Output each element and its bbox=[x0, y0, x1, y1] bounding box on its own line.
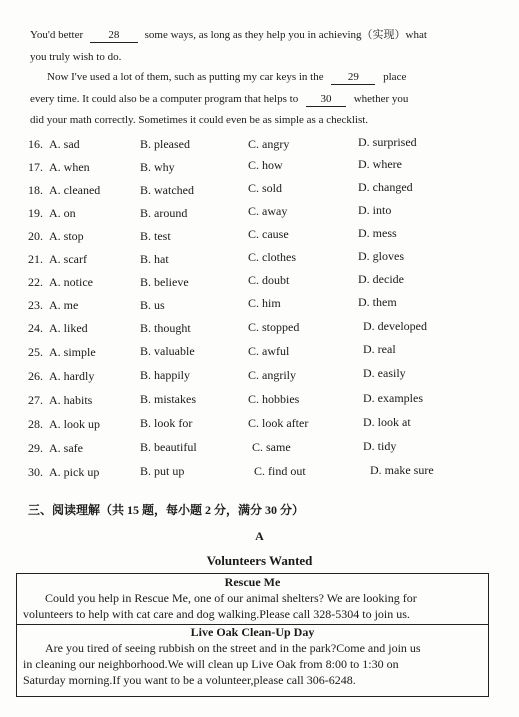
option-d: D. gloves bbox=[358, 249, 404, 263]
option-d: D. real bbox=[363, 342, 396, 356]
option-d: D. changed bbox=[358, 180, 413, 194]
option-a: A. scarf bbox=[49, 252, 87, 266]
notice-body-line: Are you tired of seeing rubbish on the street and in the park?Come and join us bbox=[45, 641, 421, 655]
passage-text: You'd better bbox=[30, 29, 84, 41]
option-d: D. mess bbox=[358, 226, 397, 240]
question-number: 24. bbox=[28, 321, 43, 335]
option-c: C. awful bbox=[248, 344, 290, 358]
option-d: D. decide bbox=[358, 272, 404, 286]
option-a: A. liked bbox=[49, 321, 88, 335]
passage-text: some ways, as long as they help you in achieving（实现）what bbox=[144, 29, 427, 41]
question-number: 16. bbox=[28, 137, 43, 151]
question-number: 30. bbox=[28, 465, 43, 479]
option-c: C. find out bbox=[254, 464, 306, 478]
passage-text: whether you bbox=[353, 93, 409, 105]
question-number: 20. bbox=[28, 229, 43, 243]
option-c: C. how bbox=[248, 158, 283, 172]
option-b: B. believe bbox=[140, 275, 189, 289]
option-c: C. away bbox=[248, 204, 288, 218]
option-b: B. look for bbox=[140, 416, 193, 430]
option-c: C. angry bbox=[248, 137, 290, 151]
option-a: A. hardly bbox=[49, 369, 95, 383]
question-number: 28. bbox=[28, 417, 43, 431]
option-d: D. easily bbox=[363, 366, 406, 380]
option-c: C. doubt bbox=[248, 273, 290, 287]
option-b: B. why bbox=[140, 160, 175, 174]
notice-title-live-oak: Live Oak Clean-Up Day bbox=[190, 625, 315, 639]
option-a: A. simple bbox=[49, 345, 96, 359]
option-c: C. sold bbox=[248, 181, 283, 195]
option-d: D. look at bbox=[363, 415, 411, 429]
question-number: 22. bbox=[28, 275, 43, 289]
passage-line-5: did your math correctly. Sometimes it could even be as simple as a checklist. bbox=[30, 114, 369, 126]
blank-28: 28 bbox=[90, 29, 138, 43]
question-number: 19. bbox=[28, 206, 43, 220]
option-d: D. where bbox=[358, 157, 402, 171]
question-number: 25. bbox=[28, 345, 43, 359]
option-a: A. pick up bbox=[49, 465, 100, 479]
option-d: D. into bbox=[358, 203, 392, 217]
volunteer-notices-box bbox=[16, 573, 489, 697]
option-b: B. happily bbox=[140, 368, 190, 382]
notice-body-line: in cleaning our neighborhood.We will clean up Live Oak from 8:00 to 1:30 on bbox=[23, 657, 399, 671]
option-a: A. when bbox=[49, 160, 90, 174]
option-d: D. make sure bbox=[370, 463, 434, 477]
notice-body-line: volunteers to help with cat care and dog walking.Please call 328-5304 to join us. bbox=[23, 607, 410, 621]
option-c: C. him bbox=[248, 296, 281, 310]
option-b: B. test bbox=[140, 229, 171, 243]
option-a: A. look up bbox=[49, 417, 100, 431]
question-number: 23. bbox=[28, 298, 43, 312]
passage-title: Volunteers Wanted bbox=[206, 553, 313, 568]
notice-body-line: Saturday morning.If you want to be a volunteer,please call 306-6248. bbox=[23, 673, 356, 687]
option-b: B. around bbox=[140, 206, 188, 220]
section-heading: 三、阅读理解（共 15 题，每小题 2 分，满分 30 分） bbox=[28, 503, 305, 517]
blank-30: 30 bbox=[306, 93, 346, 107]
question-number: 18. bbox=[28, 183, 43, 197]
option-a: A. cleaned bbox=[49, 183, 101, 197]
passage-line-2: you truly wish to do. bbox=[30, 51, 122, 63]
option-a: A. on bbox=[49, 206, 76, 220]
question-number: 17. bbox=[28, 160, 43, 174]
question-number: 27. bbox=[28, 393, 43, 407]
option-d: D. developed bbox=[363, 319, 427, 333]
option-a: A. safe bbox=[49, 441, 83, 455]
option-b: B. mistakes bbox=[140, 392, 196, 406]
notice-body-line: Could you help in Rescue Me, one of our animal shelters? We are looking for bbox=[45, 591, 417, 605]
question-number: 21. bbox=[28, 252, 43, 266]
option-c: C. angrily bbox=[248, 368, 296, 382]
passage-text: place bbox=[383, 71, 407, 83]
option-b: B. thought bbox=[140, 321, 191, 335]
passage-line-4 bbox=[30, 93, 408, 107]
passage-text: every time. It could also be a computer program that helps to bbox=[30, 93, 299, 105]
passage-letter: A bbox=[255, 529, 264, 543]
option-c: C. hobbies bbox=[248, 392, 300, 406]
option-a: A. habits bbox=[49, 393, 93, 407]
option-b: B. hat bbox=[140, 252, 169, 266]
option-b: B. watched bbox=[140, 183, 194, 197]
notice-title-rescue-me: Rescue Me bbox=[224, 575, 281, 589]
passage-line-1 bbox=[30, 29, 427, 43]
question-number: 26. bbox=[28, 369, 43, 383]
option-a: A. sad bbox=[49, 137, 80, 151]
passage-line-3 bbox=[47, 71, 406, 85]
option-a: A. notice bbox=[49, 275, 93, 289]
question-number: 29. bbox=[28, 441, 43, 455]
option-c: C. clothes bbox=[248, 250, 296, 264]
option-b: B. valuable bbox=[140, 344, 195, 358]
option-b: B. beautiful bbox=[140, 440, 197, 454]
option-c: C. cause bbox=[248, 227, 289, 241]
option-b: B. pleased bbox=[140, 137, 190, 151]
option-b: B. put up bbox=[140, 464, 185, 478]
option-d: D. them bbox=[358, 295, 397, 309]
option-b: B. us bbox=[140, 298, 165, 312]
option-c: C. same bbox=[252, 440, 291, 454]
blank-29: 29 bbox=[331, 71, 375, 85]
option-d: D. examples bbox=[363, 391, 423, 405]
option-c: C. look after bbox=[248, 416, 309, 430]
option-a: A. me bbox=[49, 298, 79, 312]
option-a: A. stop bbox=[49, 229, 84, 243]
option-d: D. surprised bbox=[358, 135, 417, 149]
option-c: C. stopped bbox=[248, 320, 300, 334]
option-d: D. tidy bbox=[363, 439, 397, 453]
passage-text: Now I've used a lot of them, such as putting my car keys in the bbox=[47, 71, 324, 83]
